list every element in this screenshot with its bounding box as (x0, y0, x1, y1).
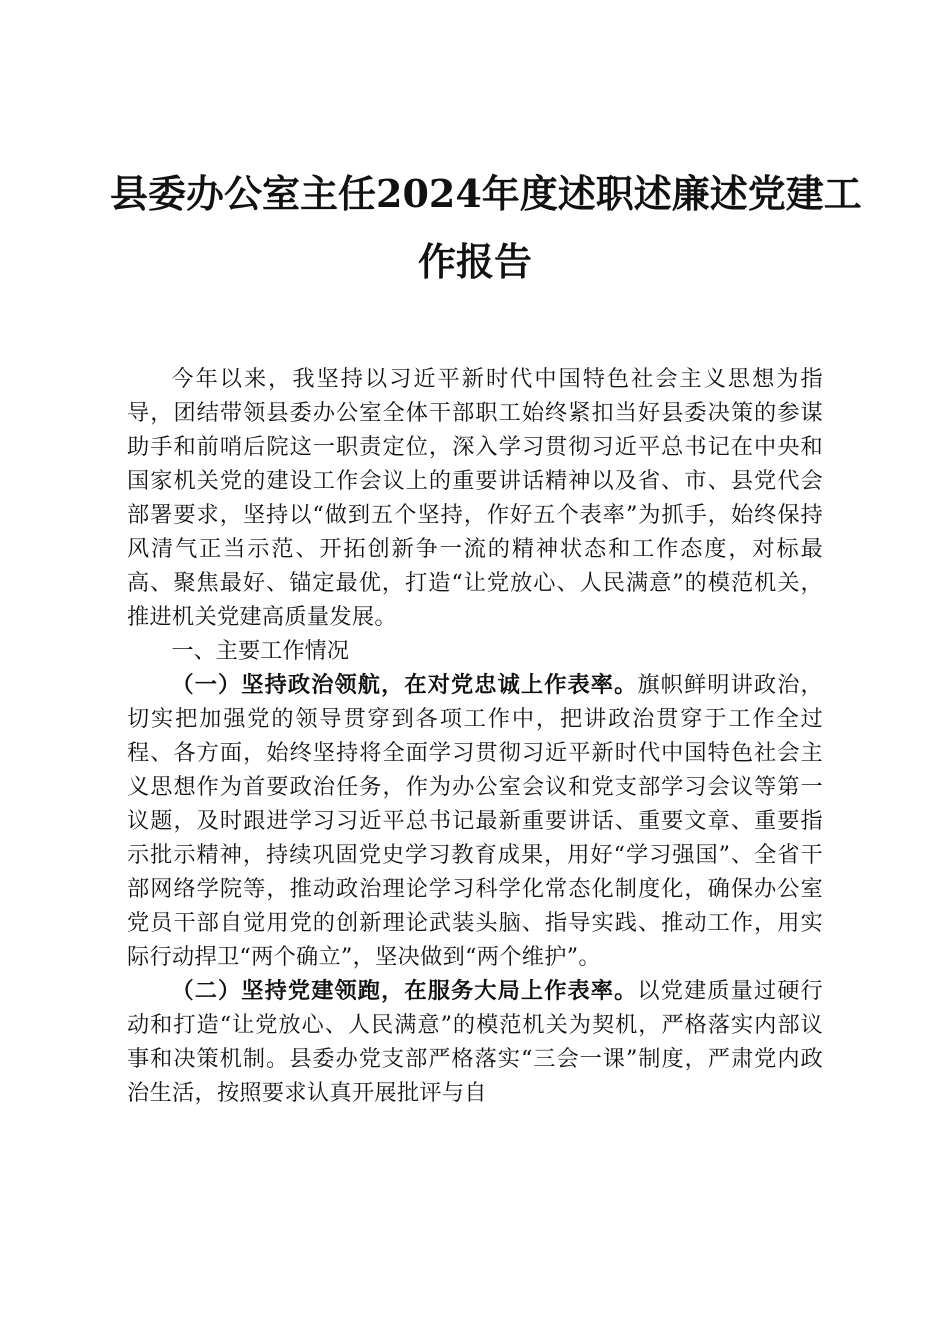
item-1-lead: （一）坚持政治领航，在对党忠诚上作表率。 (171, 672, 638, 698)
item-1-paragraph (127, 668, 823, 974)
intro-paragraph: 今年以来，我坚持以习近平新时代中国特色社会主义思想为指导，团结带领县委办公室全体干部职工始终紧扣当好县委决策的参谋助手和前哨后院这一职责定位，深入学习贯彻习近平总书记在中央和国家机关党的建设工作会议上的重要讲话精神以及省、市、县党代会部署要求，坚持以“做到五个坚持，作好五个表率”为抓手，始终保持风清气正当示范、开拓创新争一流的精神状态和工作态度，对标最高、聚焦最好、锚定最优，打造“让党放心、人民满意”的模范机关，推进机关党建高质量发展。 (127, 366, 823, 630)
document-title-line-1: 县委办公室主任2024年度述职述廉述党建工 (110, 171, 862, 216)
item-2-paragraph (127, 974, 823, 1110)
document-title-line-2: 作报告 (417, 239, 532, 284)
item-1-text: 旗帜鲜明讲政治，切实把加强党的领导贯穿到各项工作中，把讲政治贯穿于工作全过程、各方面，始终坚持将全面学习贯彻习近平新时代中国特色社会主义思想作为首要政治任务，作为办公室会议和党支部学习会议等第一议题，及时跟进学习习近平总书记最新重要讲话、重要文章、重要指示批示精神，持续巩固党史学习教育成果，用好“学习强国”、全省干部网络学院等，推动政治理论学习科学化常态化制度化，确保办公室党员干部自觉用党的创新理论武装头脑、指导实践、推动工作，用实际行动捍卫“两个确立”，坚决做到“两个维护”。 (127, 672, 823, 970)
section-heading: 一、主要工作情况 (171, 638, 349, 664)
document-body (127, 362, 823, 1110)
item-2-text: 以党建质量过硬行动和打造“让党放心、人民满意”的模范机关为契机，严格落实内部议事和决策机制。县委办党支部严格落实“三会一课”制度，严肃党内政治生活，按照要求认真开展批评与自 (127, 978, 823, 1106)
item-2-lead: （二）坚持党建领跑，在服务大局上作表率。 (171, 978, 638, 1004)
